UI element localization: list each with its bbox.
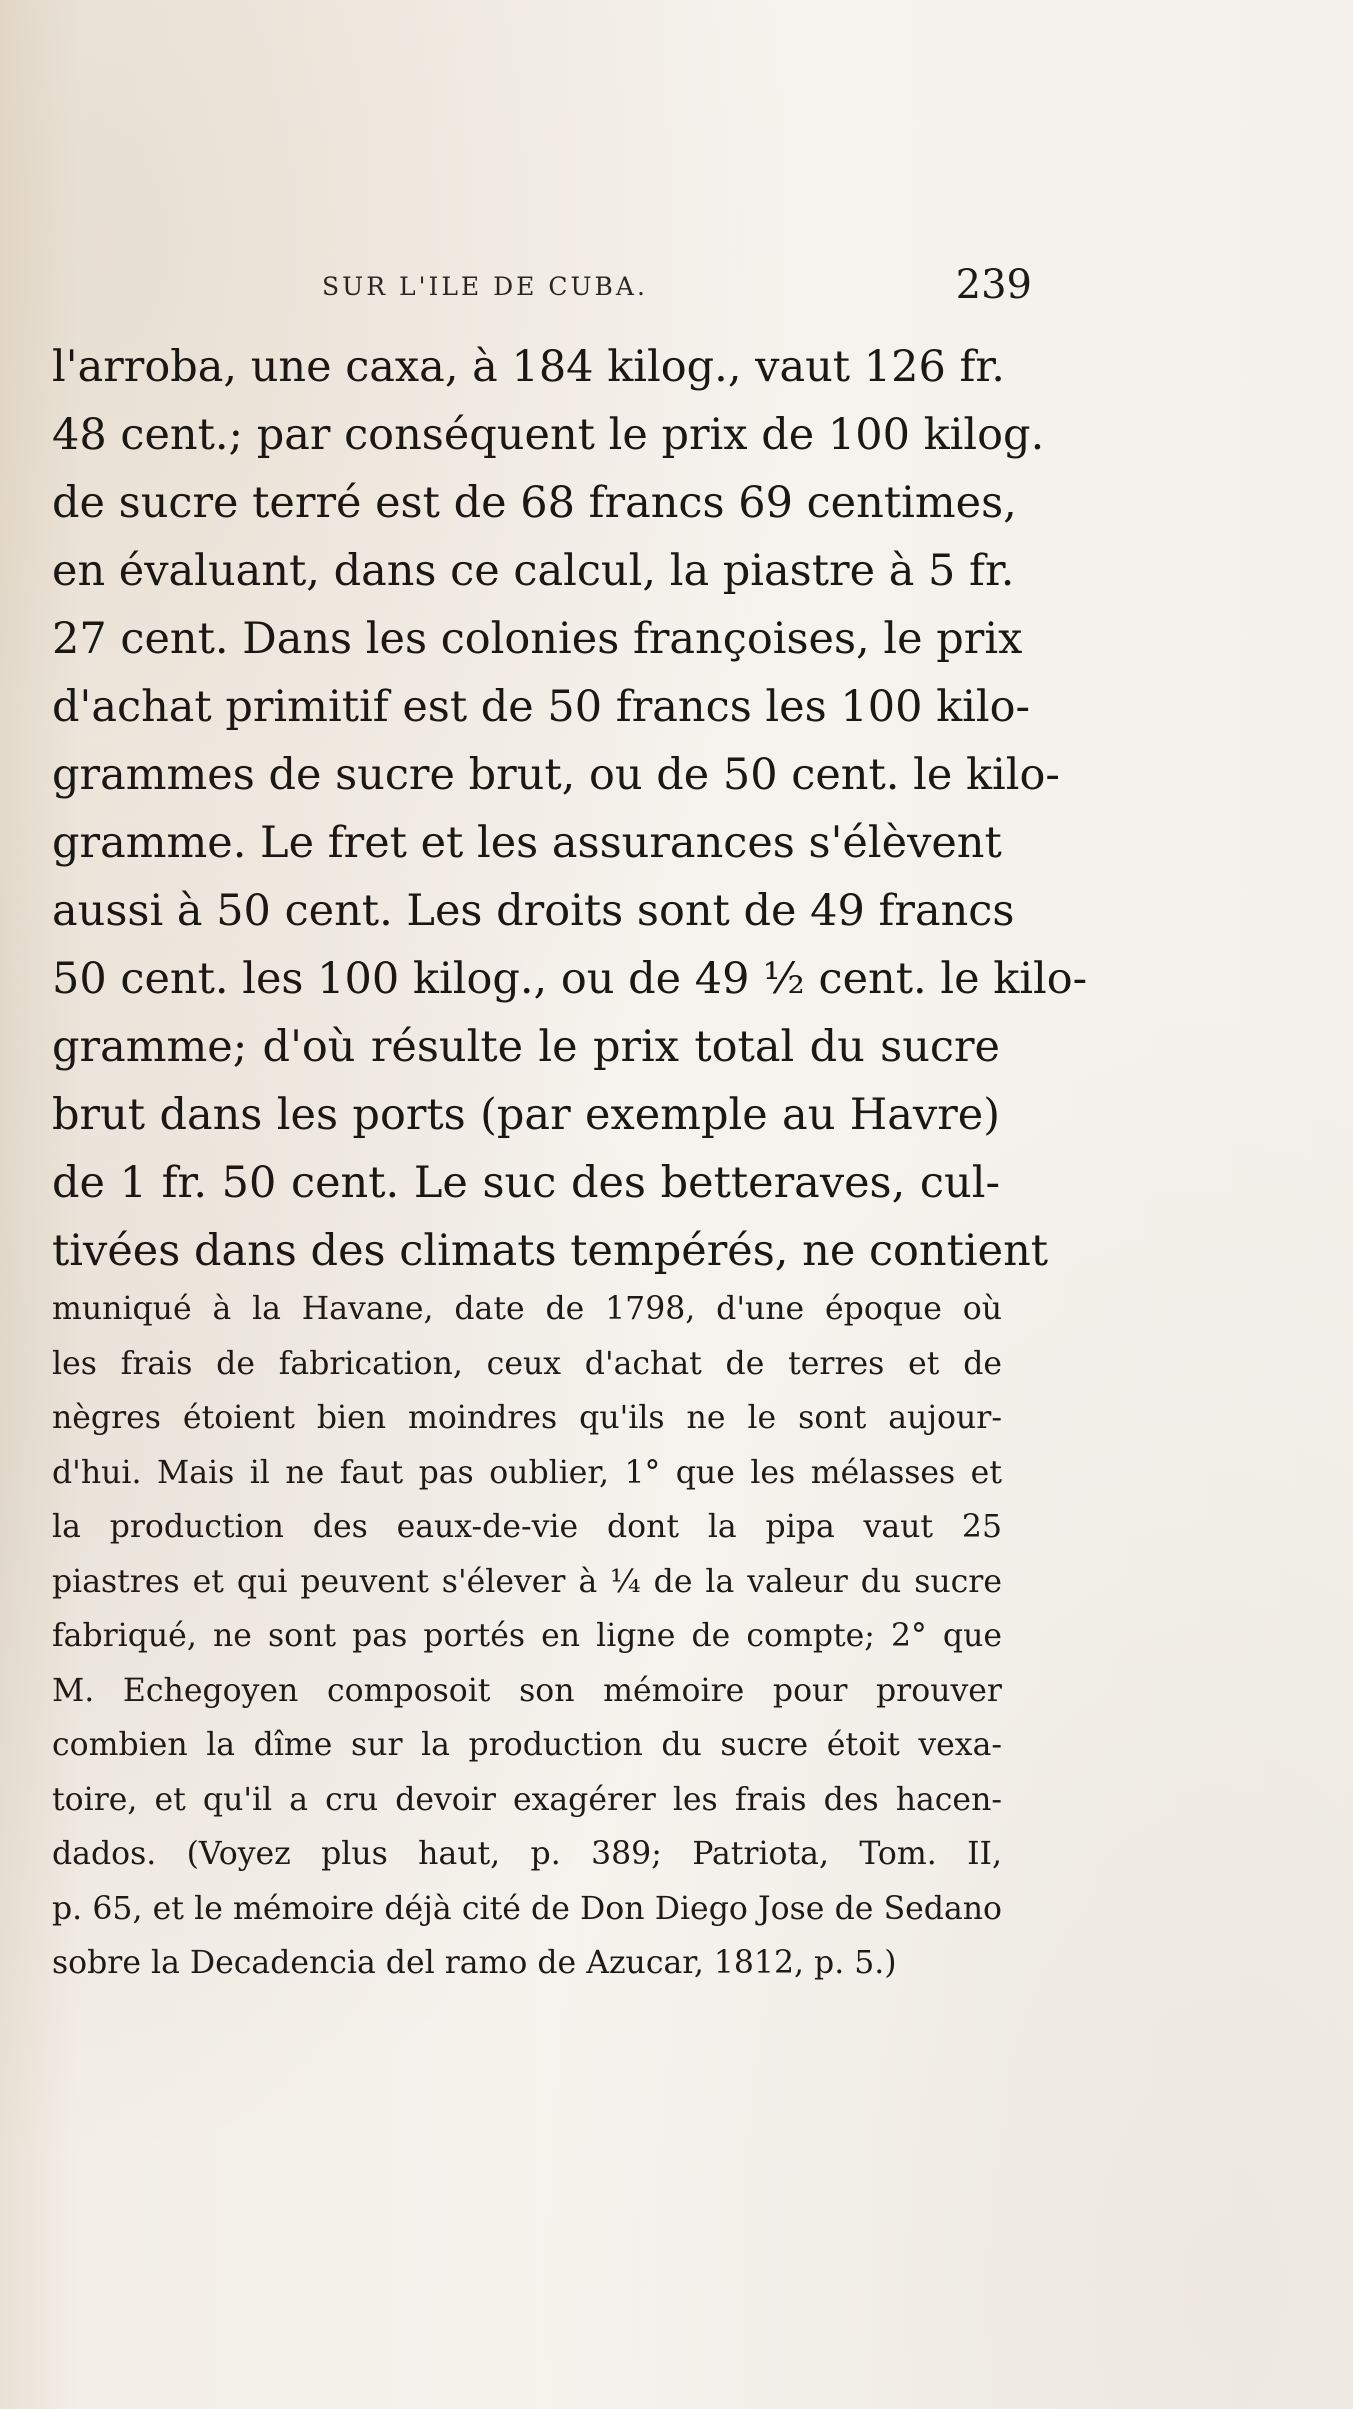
footnote-line: muniqué à la Havane, date de 1798, d'une époque où (52, 1291, 1002, 1327)
page-number: 239 (955, 262, 1032, 308)
footnote-line: M. Echegoyen composoit son mémoire pour prouver (52, 1672, 1002, 1709)
footnote-line: combien la dîme sur la production du sucre étoit vexa- (52, 1727, 1002, 1763)
text-line: l'arroba, une caxa, à 184 kilog., vaut 126 fr. (52, 342, 1005, 392)
text-line: 27 cent. Dans les colonies françoises, le prix (52, 614, 1023, 664)
main-text (52, 333, 1088, 1285)
footnote-line: sobre la Decadencia del ramo de Azucar, 1812, p. 5.) (52, 1945, 897, 1981)
footnote-line: toire, et qu'il a cru devoir exagérer les frais des hacen- (52, 1781, 1002, 1818)
text-line: brut dans les ports (par exemple au Havre) (52, 1090, 1000, 1140)
footnote-line: p. 65, et le mémoire déjà cité de Don Diego Jose de Sedano (52, 1890, 1002, 1927)
text-line: d'achat primitif est de 50 francs les 100 kilo- (52, 682, 1031, 732)
footnote-line: d'hui. Mais il ne faut pas oublier, 1° que les mélasses et (52, 1454, 1002, 1491)
page-header (322, 262, 1032, 322)
running-head: SUR L'ILE DE CUBA. (322, 272, 648, 301)
footnote-line: nègres étoient bien moindres qu'ils ne le sont aujour- (52, 1400, 1002, 1436)
text-line: de 1 fr. 50 cent. Le suc des betteraves, cul- (52, 1158, 1000, 1208)
footnote-line: piastres et qui peuvent s'élever à ¼ de la valeur du sucre (52, 1563, 1002, 1600)
text-line: gramme; d'où résulte le prix total du sucre (52, 1022, 1000, 1072)
footnote-block (52, 1282, 1002, 1991)
footnote-line: fabriqué, ne sont pas portés en ligne de compte; 2° que (52, 1618, 1002, 1654)
footnote-line: les frais de fabrication, ceux d'achat de terres et de (52, 1345, 1002, 1382)
text-line: aussi à 50 cent. Les droits sont de 49 francs (52, 886, 1015, 936)
text-line: tivées dans des climats tempérés, ne contient (52, 1226, 1049, 1276)
text-line: gramme. Le fret et les assurances s'élèvent (52, 818, 1002, 868)
text-line: 48 cent.; par conséquent le prix de 100 kilog. (52, 410, 1045, 460)
footnote-line: dados. (Voyez plus haut, p. 389; Patriota, Tom. II, (52, 1836, 1002, 1872)
text-line: en évaluant, dans ce calcul, la piastre à 5 fr. (52, 546, 1015, 596)
text-line: de sucre terré est de 68 francs 69 centimes, (52, 478, 1017, 528)
text-line: 50 cent. les 100 kilog., ou de 49 ½ cent. le kilo- (52, 954, 1088, 1004)
footnote-line: la production des eaux-de-vie dont la pipa vaut 25 (52, 1509, 1002, 1545)
text-line: grammes de sucre brut, ou de 50 cent. le kilo- (52, 750, 1060, 800)
